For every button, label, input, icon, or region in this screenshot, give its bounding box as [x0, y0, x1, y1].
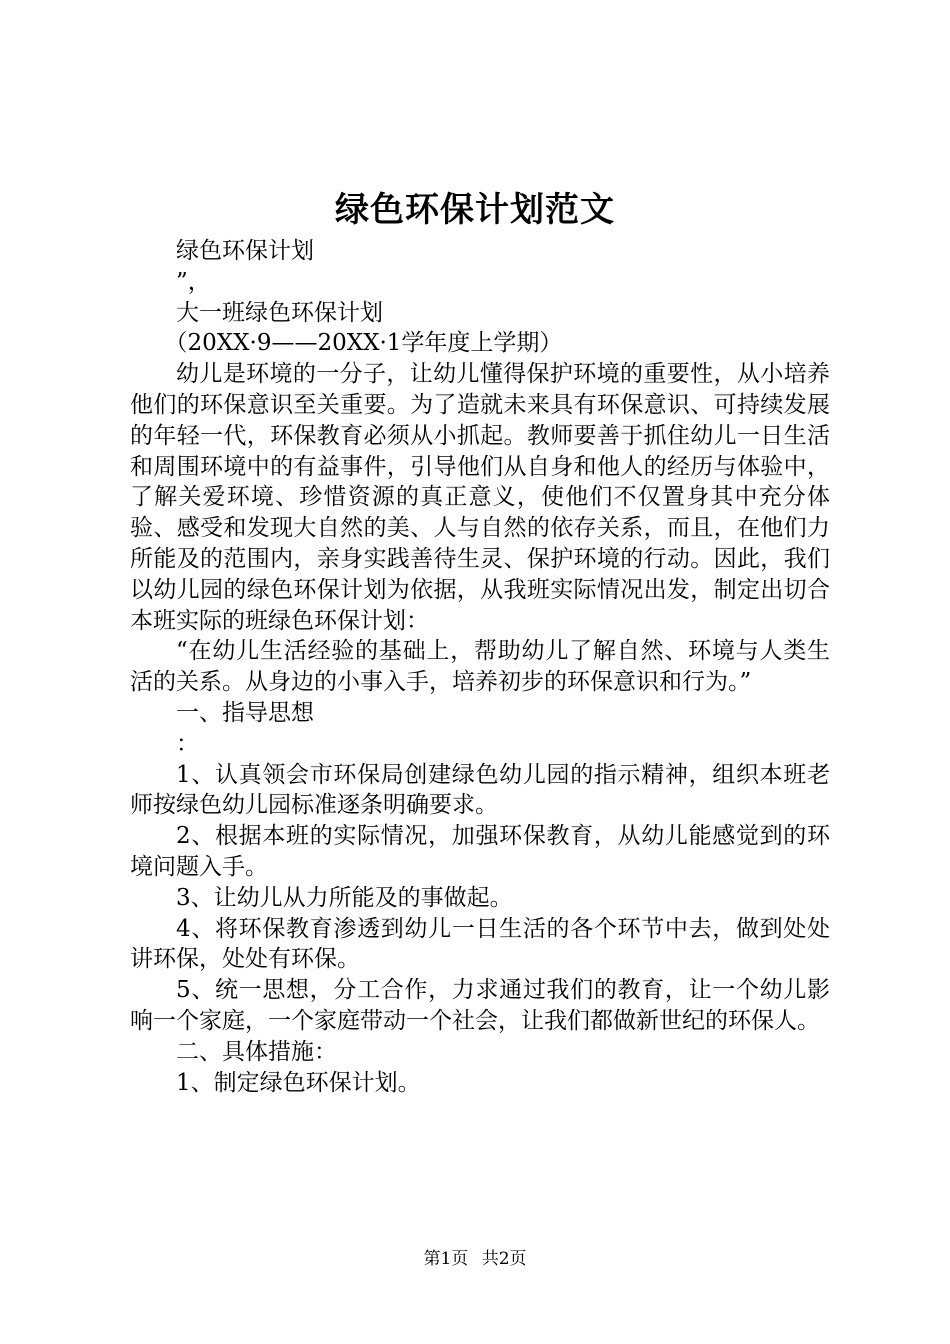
paragraph: （20XX·9——20XX·1学年度上学期） — [164, 330, 563, 357]
list-item: 5、统一思想，分工合作，力求通过我们的教育，让一个幼儿影响一个家庭，一个家庭带动一个社会，让我们都做新世纪的环保人。 — [130, 977, 830, 1034]
document-title: 绿色环保计划范文 — [335, 190, 615, 230]
paragraph: ： — [176, 730, 199, 757]
list-item: 4、将环保教育渗透到幼儿一日生活的各个环节中去，做到处处讲环保，处处有环保。 — [130, 915, 830, 973]
paragraph: “在幼儿生活经验的基础上，帮助幼儿了解自然、环境与人类生活的关系。从身边的小事入手，培养初步的环保意识和行为。” — [130, 638, 830, 696]
paragraph: ”， — [176, 268, 211, 295]
page-footer — [0, 1244, 950, 1269]
list-item: 2、根据本班的实际情况，加强环保教育，从幼儿能感觉到的环境问题入手。 — [130, 823, 830, 880]
list-item: 1、认真领会市环保局创建绿色幼儿园的指示精神，组织本班老师按绿色幼儿园标准逐条明确要求。 — [130, 761, 830, 819]
paragraph: 绿色环保计划 — [176, 238, 314, 264]
section-heading: 一、指导思想 — [176, 699, 314, 726]
document-body — [130, 236, 830, 1098]
paragraph: 大一班绿色环保计划 — [176, 299, 383, 326]
paragraph: 幼儿是环境的一分子，让幼儿懂得保护环境的重要性，从小培养他们的环保意识至关重要。为了造就未来具有环保意识、可持续发展的年轻一代，环保教育必须从小抓起。教师要善于抓住幼儿一日生活和周围环境中的有益事件，引导他们从自身和他人的经历与体验中，了解关爱环境、珍惜资源的真正意义，使他们不仅置身其中充分体验、感受和发现大自然的美、人与自然的依存关系，而且，在他们力所能及的范围内，亲身实践善待生灵、保护环境的行动。因此，我们以幼儿园的绿色环保计划为依据，从我班实际情况出发，制定出切合本班实际的班绿色环保计划： — [130, 361, 830, 634]
page-total: 共2页 — [481, 1249, 527, 1269]
page-number: 第1页 — [423, 1249, 469, 1269]
list-item: 1、制定绿色环保计划。 — [176, 1069, 421, 1096]
list-item: 3、让幼儿从力所能及的事做起。 — [176, 884, 513, 911]
section-heading: 二、具体措施： — [176, 1038, 337, 1065]
